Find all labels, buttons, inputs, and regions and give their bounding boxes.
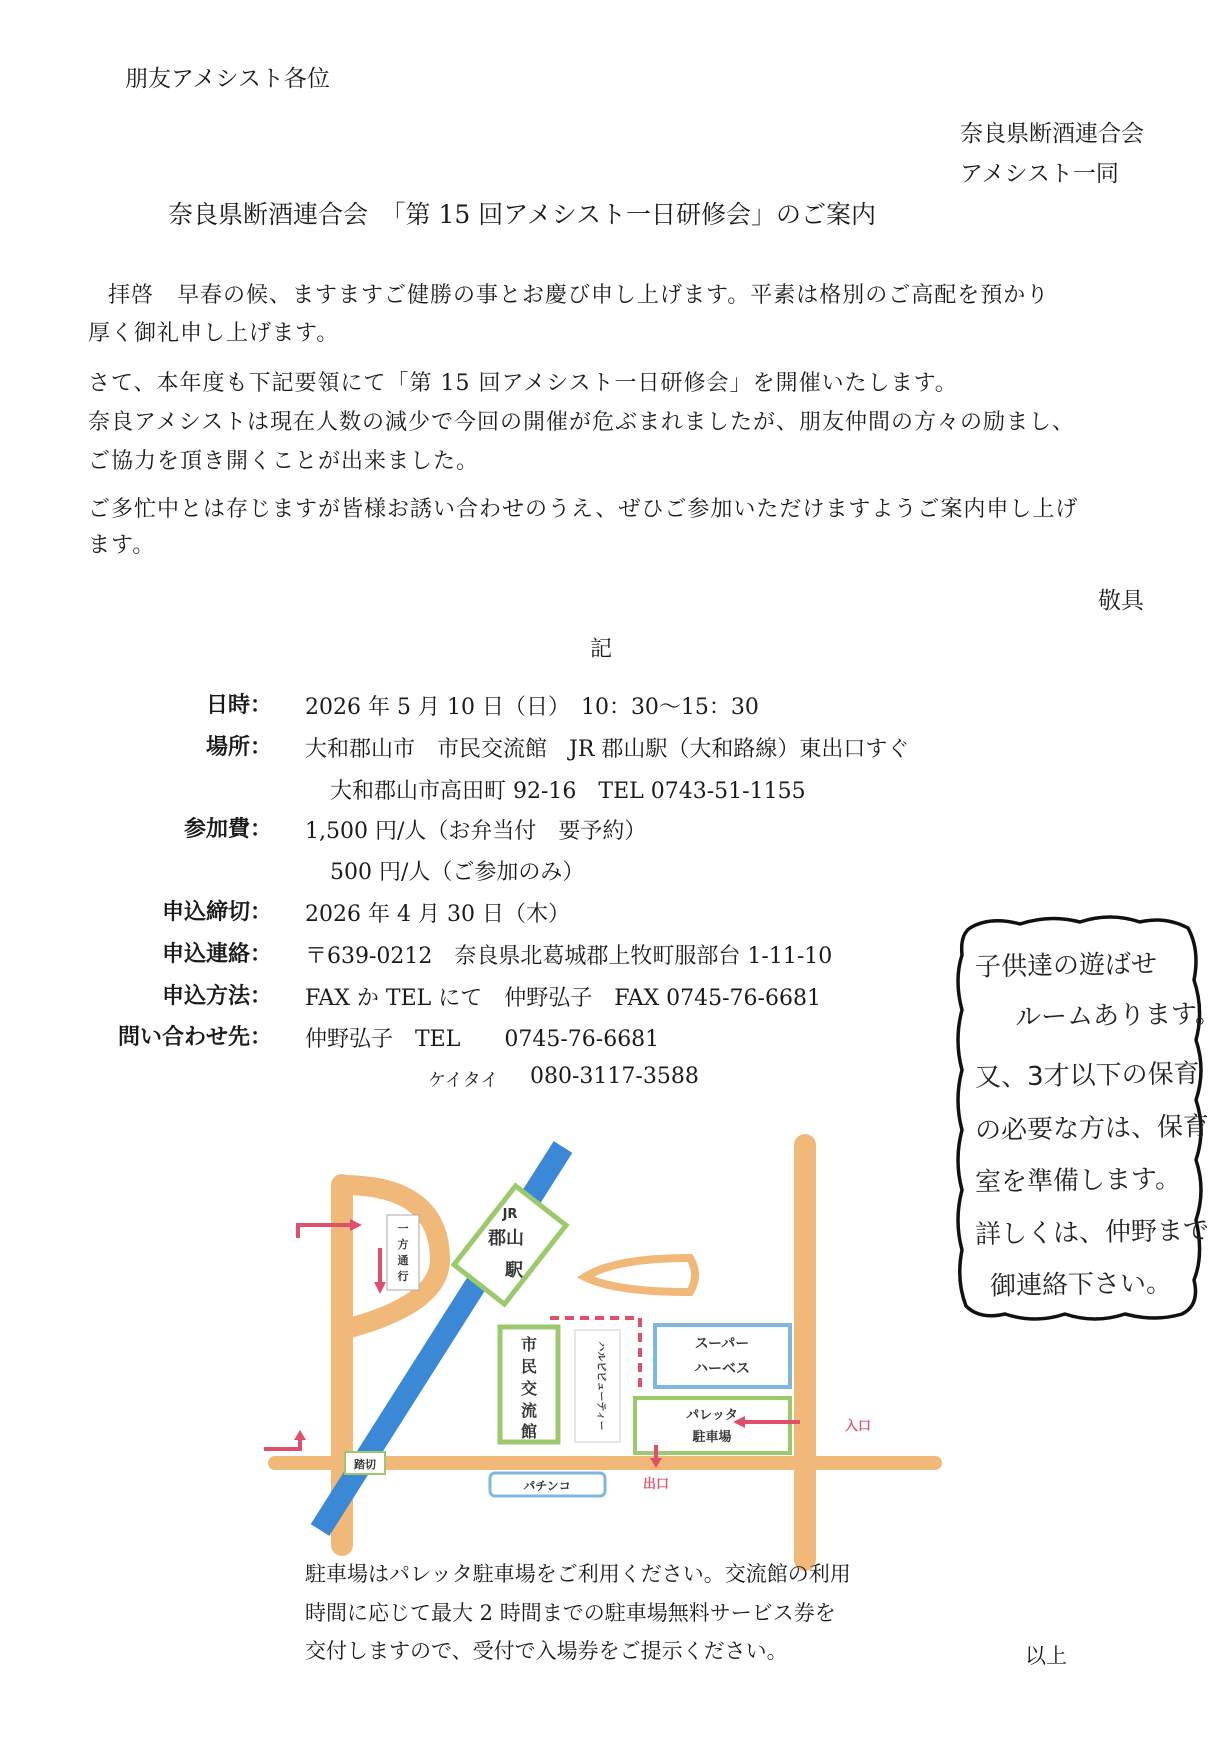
pachinko-label: パチンコ <box>523 1479 571 1493</box>
method-value: FAX か TEL にて 仲野弘子 FAX 0745-76-6681 <box>305 986 821 1011</box>
place-value-1: 大和郡山市 市民交流館 JR 郡山駅（大和路線）東出口すぐ <box>305 737 910 762</box>
hall-char-1: 市 <box>520 1335 538 1354</box>
page-title: 奈良県断酒連合会 「第 15 回アメシスト一日研修会」のご案内 <box>168 200 876 229</box>
body-line-5: ご協力を頂き開くことが出来ました。 <box>88 449 480 474</box>
one-way-char-2: 方 <box>397 1238 409 1251</box>
koriyama-label: 郡山 <box>488 1228 524 1249</box>
body-line-3: さて、本年度も下記要領にて「第 15 回アメシスト一日研修会」を開催いたします。 <box>88 371 958 396</box>
contact-label: 申込連絡： <box>161 941 272 967</box>
place-value-2: 大和郡山市高田町 92-16 TEL 0743-51-1155 <box>330 779 806 804</box>
one-way-char-4: 行 <box>397 1270 409 1283</box>
sender-group: アメシスト一同 <box>960 161 1119 187</box>
fee-value-1: 1,500 円/人（お弁当付 要予約） <box>305 819 647 844</box>
deadline-value: 2026 年 4 月 30 日（木） <box>305 902 570 927</box>
parking-note-2: 時間に応じて最大 2 時間までの駐車場無料サービス券を <box>305 1601 836 1625</box>
parking-note-3: 交付しますので、受付で入場券をご提示ください。 <box>305 1639 788 1663</box>
hall-char-3: 交 <box>520 1379 538 1398</box>
deadline-label: 申込締切： <box>161 899 272 925</box>
fee-value-2: 500 円/人（ご参加のみ） <box>330 860 585 885</box>
body-line-2: 厚く御礼申し上げます。 <box>88 321 340 346</box>
mobile-label: ケイタイ <box>428 1070 499 1091</box>
note-line-6: 詳しくは、仲野まで <box>974 1215 1210 1251</box>
parking-label-2: 駐車場 <box>692 1430 732 1445</box>
beauty-shop-label: ハルビビューティー <box>595 1341 606 1431</box>
parking-label-1: パレッタ <box>686 1408 738 1423</box>
mobile-value: 080-3117-3588 <box>530 1064 699 1089</box>
recipient: 朋友アメシスト各位 <box>125 66 330 92</box>
note-line-5: 室を準備します。 <box>974 1164 1182 1198</box>
hall-char-4: 流 <box>520 1401 538 1420</box>
station-label: 駅 <box>505 1260 523 1281</box>
exit-label: 出口 <box>643 1477 670 1492</box>
body-line-4: 奈良アメシストは現在人数の減少で今回の開催が危ぶまれましたが、朋友仲間の方々の励まし、 <box>88 410 1076 435</box>
closing: 敬具 <box>1098 588 1144 614</box>
one-way-char-1: 一 <box>397 1222 409 1235</box>
parking-note-1: 駐車場はパレッタ駐車場をご利用ください。交流館の利用 <box>305 1562 851 1586</box>
note-line-1: 子供達の遊ばせ <box>974 949 1158 983</box>
sender-org: 奈良県断酒連合会 <box>960 121 1144 147</box>
body-line-6: ご多忙中とは存じますが皆様お誘い合わせのうえ、ぜひご参加いただけますようご案内申し上げ <box>88 497 1079 522</box>
crossing-label: 踏切 <box>354 1458 376 1471</box>
note-line-4: の必要な方は、保育 <box>974 1111 1210 1147</box>
body-line-1: 拝啓 早春の候、ますますご健勝の事とお慶び申し上げます。平素は格別のご高配を預かり <box>108 283 1050 308</box>
note-line-7: 御連絡下さい。 <box>989 1268 1173 1302</box>
inquiry-label: 問い合わせ先： <box>117 1024 272 1050</box>
note-line-2: ルームあります。 <box>1014 999 1222 1033</box>
place-label: 場所： <box>205 734 272 760</box>
contact-value: 〒639-0212 奈良県北葛城郡上牧町服部台 1-11-10 <box>305 944 833 969</box>
date-value: 2026 年 5 月 10 日（日） 10：30〜15：30 <box>305 695 759 720</box>
method-label: 申込方法： <box>161 983 272 1009</box>
entrance-label: 入口 <box>845 1419 872 1434</box>
fee-label: 参加費： <box>183 816 272 842</box>
super-label-2: ハーベス <box>694 1361 750 1377</box>
hall-char-2: 民 <box>520 1357 538 1376</box>
super-label-1: スーパー <box>694 1336 750 1352</box>
one-way-char-3: 通 <box>397 1254 409 1267</box>
hall-char-5: 館 <box>520 1422 538 1441</box>
inquiry-value: 仲野弘子 TEL 0745-76-6681 <box>305 1027 660 1052</box>
date-label: 日時： <box>205 692 272 718</box>
ki-heading: 記 <box>590 637 613 662</box>
note-line-3: 又、3才以下の保育 <box>974 1059 1200 1093</box>
super-box <box>655 1325 790 1387</box>
jr-label: JR <box>502 1207 518 1222</box>
end-mark: 以上 <box>1025 1644 1067 1668</box>
body-line-7: ます。 <box>88 533 156 558</box>
